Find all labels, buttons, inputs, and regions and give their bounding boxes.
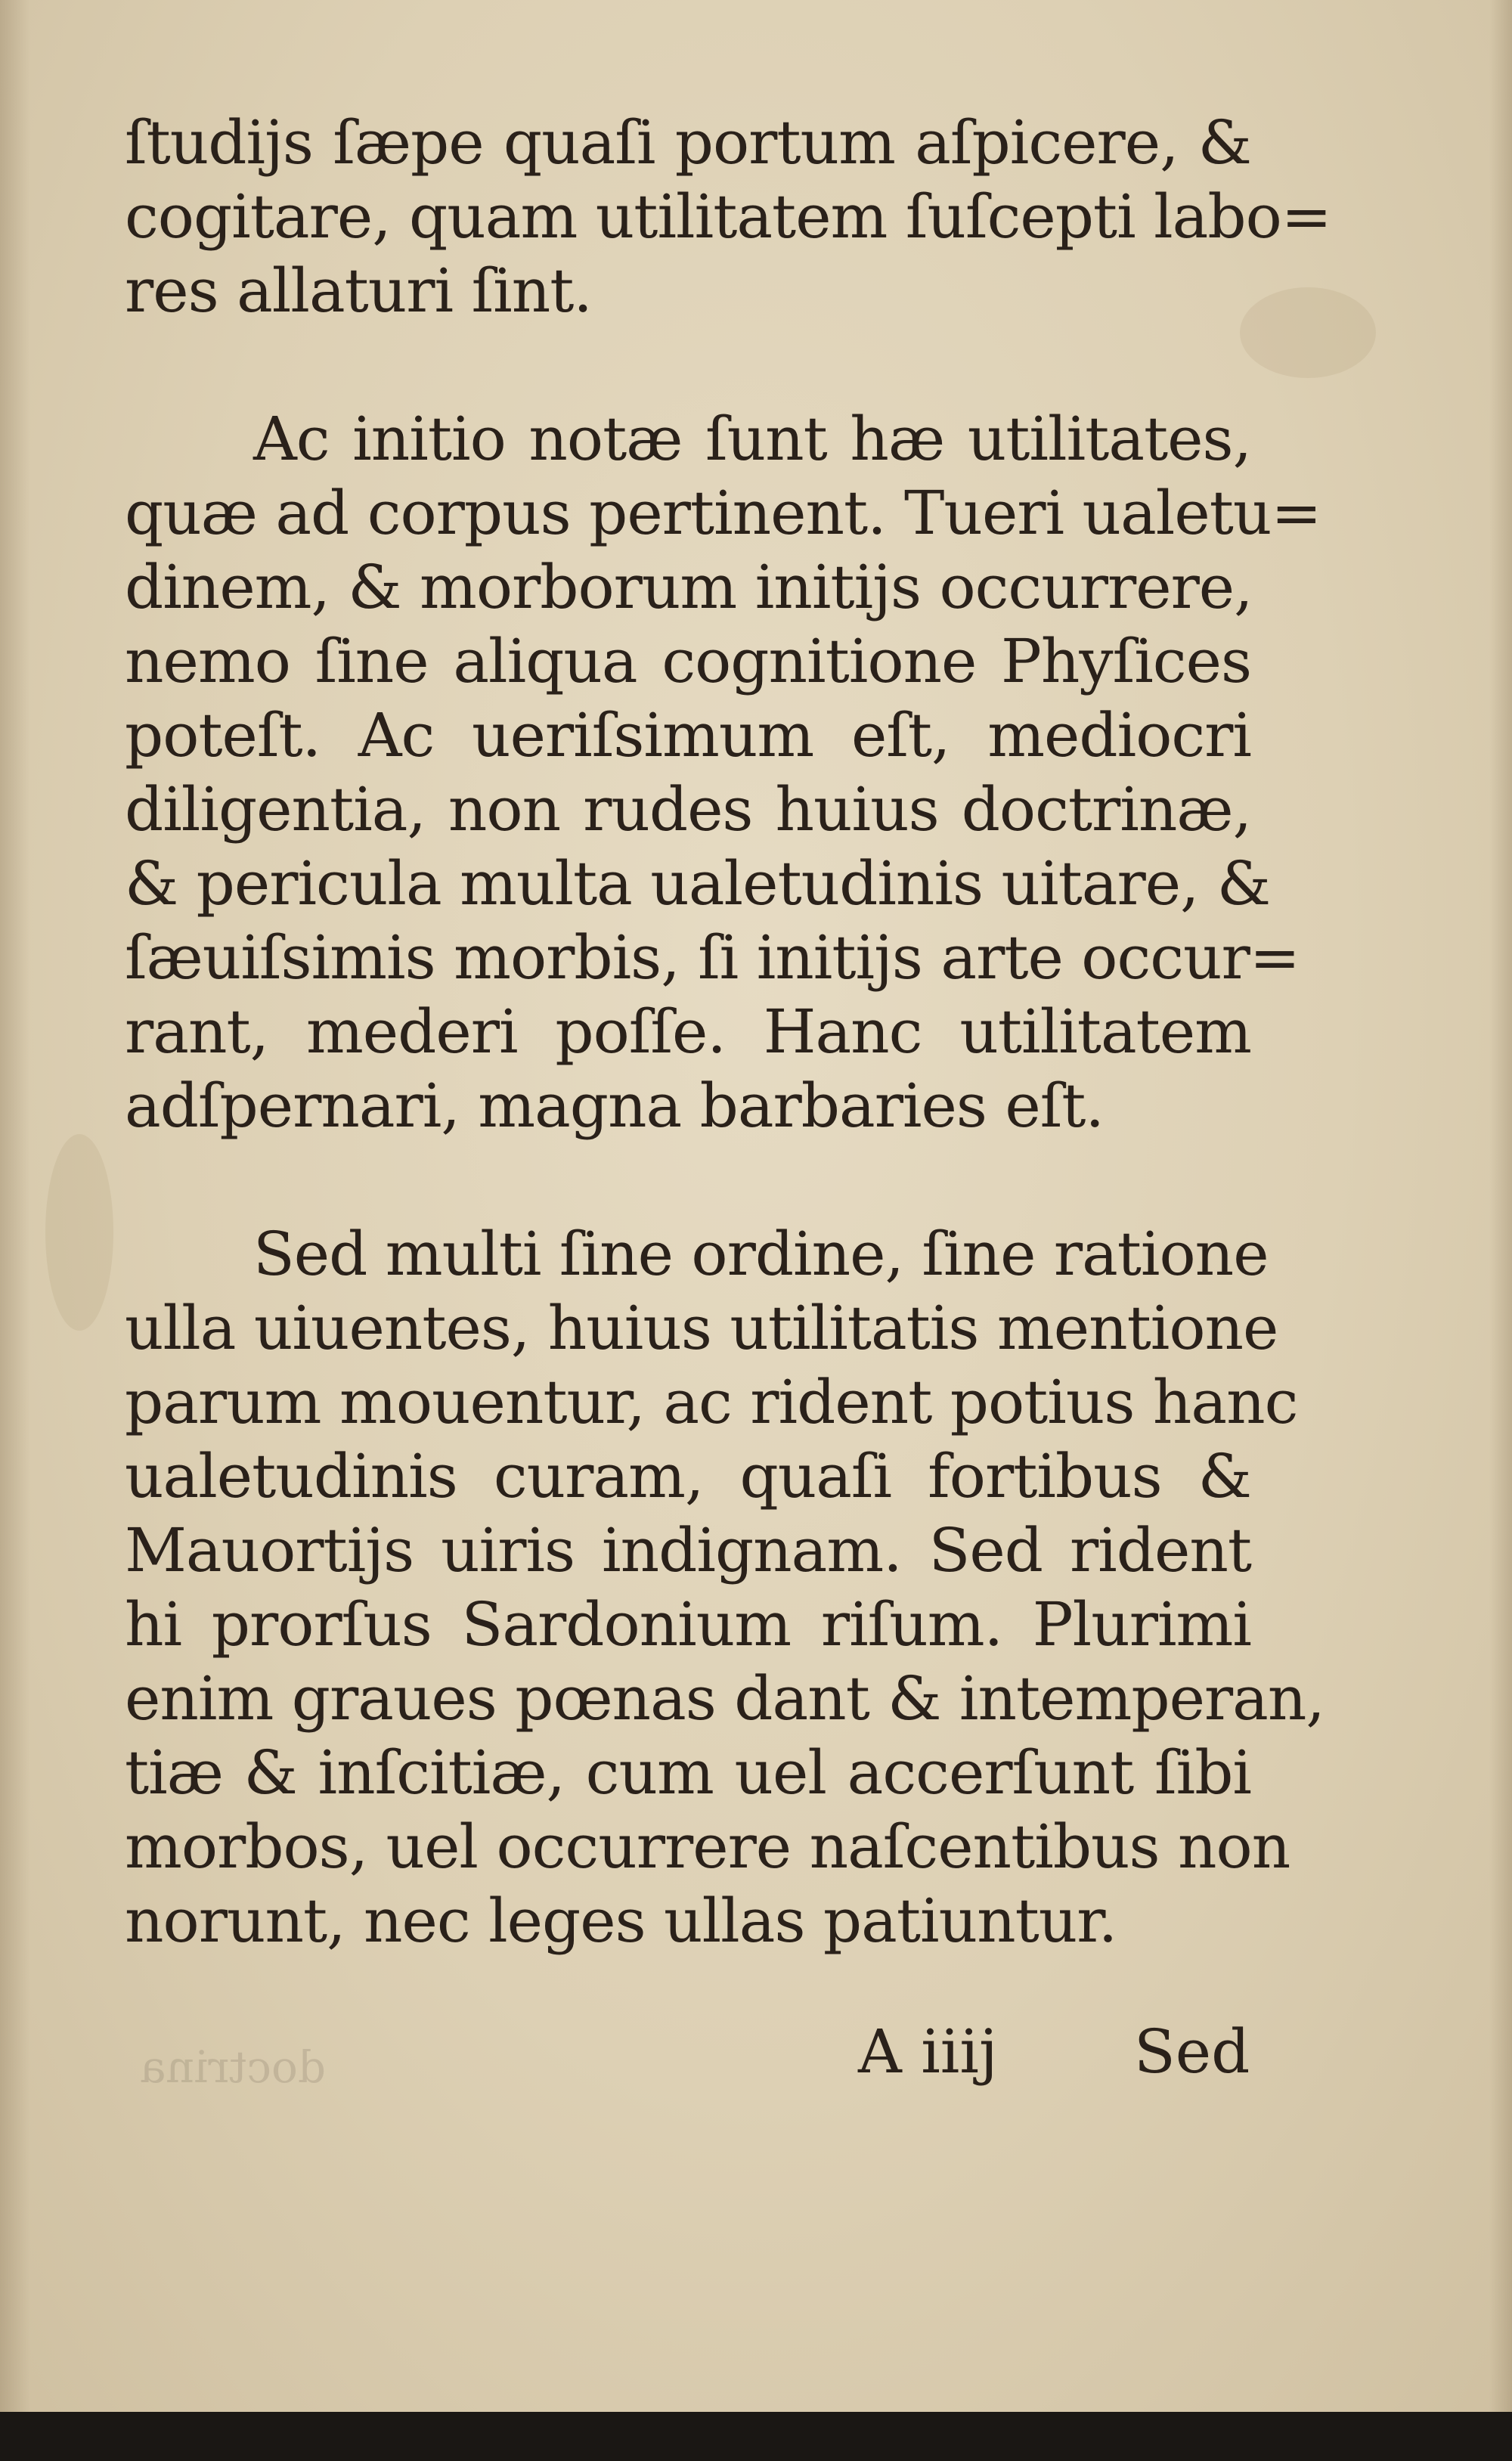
catchword: Sed — [1134, 2016, 1250, 2087]
text-line: hi prorſus Sardonium riſum. Plurimi — [125, 1589, 1251, 1660]
text-line: Sed multi ſine ordine, ſine ratione — [253, 1219, 1269, 1289]
text-line: ſæuiſsimis morbis, ſi initijs arte occur= — [125, 922, 1300, 993]
signature-mark: A iiij — [858, 2016, 998, 2087]
body-text — [125, 106, 1331, 1958]
text-line: quæ ad corpus pertinent. Tueri ualetu= — [125, 478, 1321, 548]
text-line: & pericula multa ualetudinis uitare, & — [125, 848, 1271, 919]
text-line: dinem, & morborum initijs occurrere, — [125, 552, 1253, 622]
text-line: Ac initio notæ ſunt hæ utilitates, — [253, 404, 1251, 474]
text-line: res allaturi ſint. — [125, 256, 592, 326]
scan-border — [0, 2412, 1512, 2461]
text-line: rant, mederi poſſe. Hanc utilitatem — [125, 996, 1251, 1067]
text-line: ulla uiuentes, huius utilitatis mentione — [125, 1293, 1278, 1363]
text-line: ualetudinis curam, quaſi fortibus & — [125, 1441, 1251, 1511]
text-line: tiæ & inſcitiæ, cum uel accerſunt ſibi — [125, 1737, 1251, 1808]
text-line: Mauortijs uiris indignam. Sed rident — [125, 1515, 1251, 1585]
text-line: ſtudijs ſæpe quaſi portum aſpicere, & — [125, 107, 1251, 178]
text-line: morbos, uel occurrere naſcentibus non — [125, 1812, 1290, 1882]
text-line: diligentia, non rudes huius doctrinæ, — [125, 774, 1251, 845]
show-through-text: doctrina — [140, 2041, 327, 2093]
text-line: nemo ſine aliqua cognitione Phyſices — [125, 626, 1251, 696]
text-line: norunt, nec leges ullas patiuntur. — [125, 1886, 1117, 1956]
paper-stain — [45, 1134, 113, 1331]
text-line: cogitare, quam utilitatem ſuſcepti labo= — [125, 181, 1331, 252]
text-line: enim graues pœnas dant & intemperan, — [125, 1663, 1325, 1734]
text-line: poteſt. Ac ueriſsimum eſt, mediocri — [125, 700, 1251, 770]
paper-stain — [1240, 287, 1376, 378]
text-line: parum mouentur, ac rident potius hanc — [125, 1367, 1298, 1437]
text-line: adſpernari, magna barbaries eſt. — [125, 1071, 1104, 1141]
